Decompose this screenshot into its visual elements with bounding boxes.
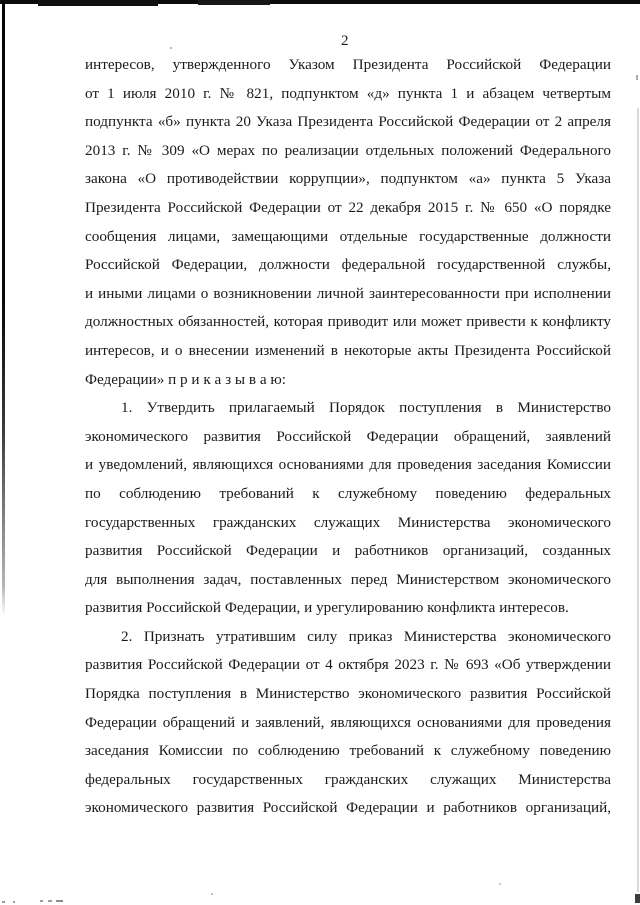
text-line: 2013 г. № 309 «О мерах по реализации отдельных положений Федерального xyxy=(85,141,611,159)
scan-speck xyxy=(2,901,5,903)
page-number: 2 xyxy=(341,33,349,49)
scan-speck xyxy=(13,901,15,903)
scan-edge-right xyxy=(637,108,639,892)
text-line: по соблюдению требований к служебному поведению федеральных xyxy=(85,484,611,502)
text-line: федеральных государственных гражданских служащих Министерства xyxy=(85,770,611,788)
text-line: от 1 июля 2010 г. № 821, подпунктом «д» пункта 1 и абзацем четвертым xyxy=(85,84,611,102)
scan-speck xyxy=(56,900,63,902)
text-line: развития Российской Федерации, и урегулированию конфликта интересов. xyxy=(85,599,569,617)
scan-edge-top-chunk xyxy=(38,0,158,6)
text-line: Российской Федерации, должности федеральной государственной службы, xyxy=(85,256,611,274)
scan-speck xyxy=(48,900,52,902)
text-line: экономического развития Российской Федерации и работников организаций, xyxy=(85,799,611,817)
text-line: Президента Российской Федерации от 22 декабря 2015 г. № 650 «О порядке xyxy=(85,198,611,216)
text-line: развития Российской Федерации и работников организаций, созданных xyxy=(85,542,611,560)
text-line: для выполнения задач, поставленных перед Министерством экономического xyxy=(85,570,611,588)
text-line: закона «О противодействии коррупции», подпунктом «а» пункта 5 Указа xyxy=(85,170,611,188)
scan-edge-top-chunk xyxy=(198,0,270,5)
document-text xyxy=(85,51,611,823)
text-line: 2. Признать утратившим силу приказ Министерства экономического xyxy=(121,627,611,645)
text-line: государственных гражданских служащих Министерства экономического xyxy=(85,513,611,531)
text-line: интересов, утвержденного Указом Президента Российской Федерации xyxy=(85,56,611,73)
text-line: сообщения лицами, замещающими отдельные государственные должности xyxy=(85,227,611,245)
text-line: и иными лицами о возникновении личной заинтересованности при исполнении xyxy=(85,284,611,302)
text-line: Порядка поступления в Министерство экономического развития Российской xyxy=(85,685,611,703)
scan-edge-left xyxy=(2,0,5,616)
text-line: 1. Утвердить прилагаемый Порядок поступления в Министерство xyxy=(121,399,611,417)
scan-corner-mark xyxy=(635,894,640,903)
text-line: Федерации обращений и заявлений, являющихся основаниями для проведения xyxy=(85,713,611,731)
scan-speck xyxy=(636,75,638,80)
text-line: экономического развития Российской Федерации обращений, заявлений xyxy=(85,427,611,445)
text-line: Федерации» п р и к а з ы в а ю: xyxy=(85,370,286,388)
text-line: развития Российской Федерации от 4 октября 2023 г. № 693 «Об утверждении xyxy=(85,656,611,674)
text-line: и уведомлений, являющихся основаниями для проведения заседания Комиссии xyxy=(85,456,611,474)
scan-speck xyxy=(40,900,43,902)
text-line: подпункта «б» пункта 20 Указа Президента Российской Федерации от 2 апреля xyxy=(85,113,611,131)
scan-speck xyxy=(499,883,501,885)
text-line: должностных обязанностей, которая приводит или может привести к конфликту xyxy=(85,313,611,331)
text-line: интересов, и о внесении изменений в некоторые акты Президента Российской xyxy=(85,341,611,359)
text-line: заседания Комиссии по соблюдению требований к служебному поведению xyxy=(85,742,611,760)
scan-speck xyxy=(211,893,213,895)
